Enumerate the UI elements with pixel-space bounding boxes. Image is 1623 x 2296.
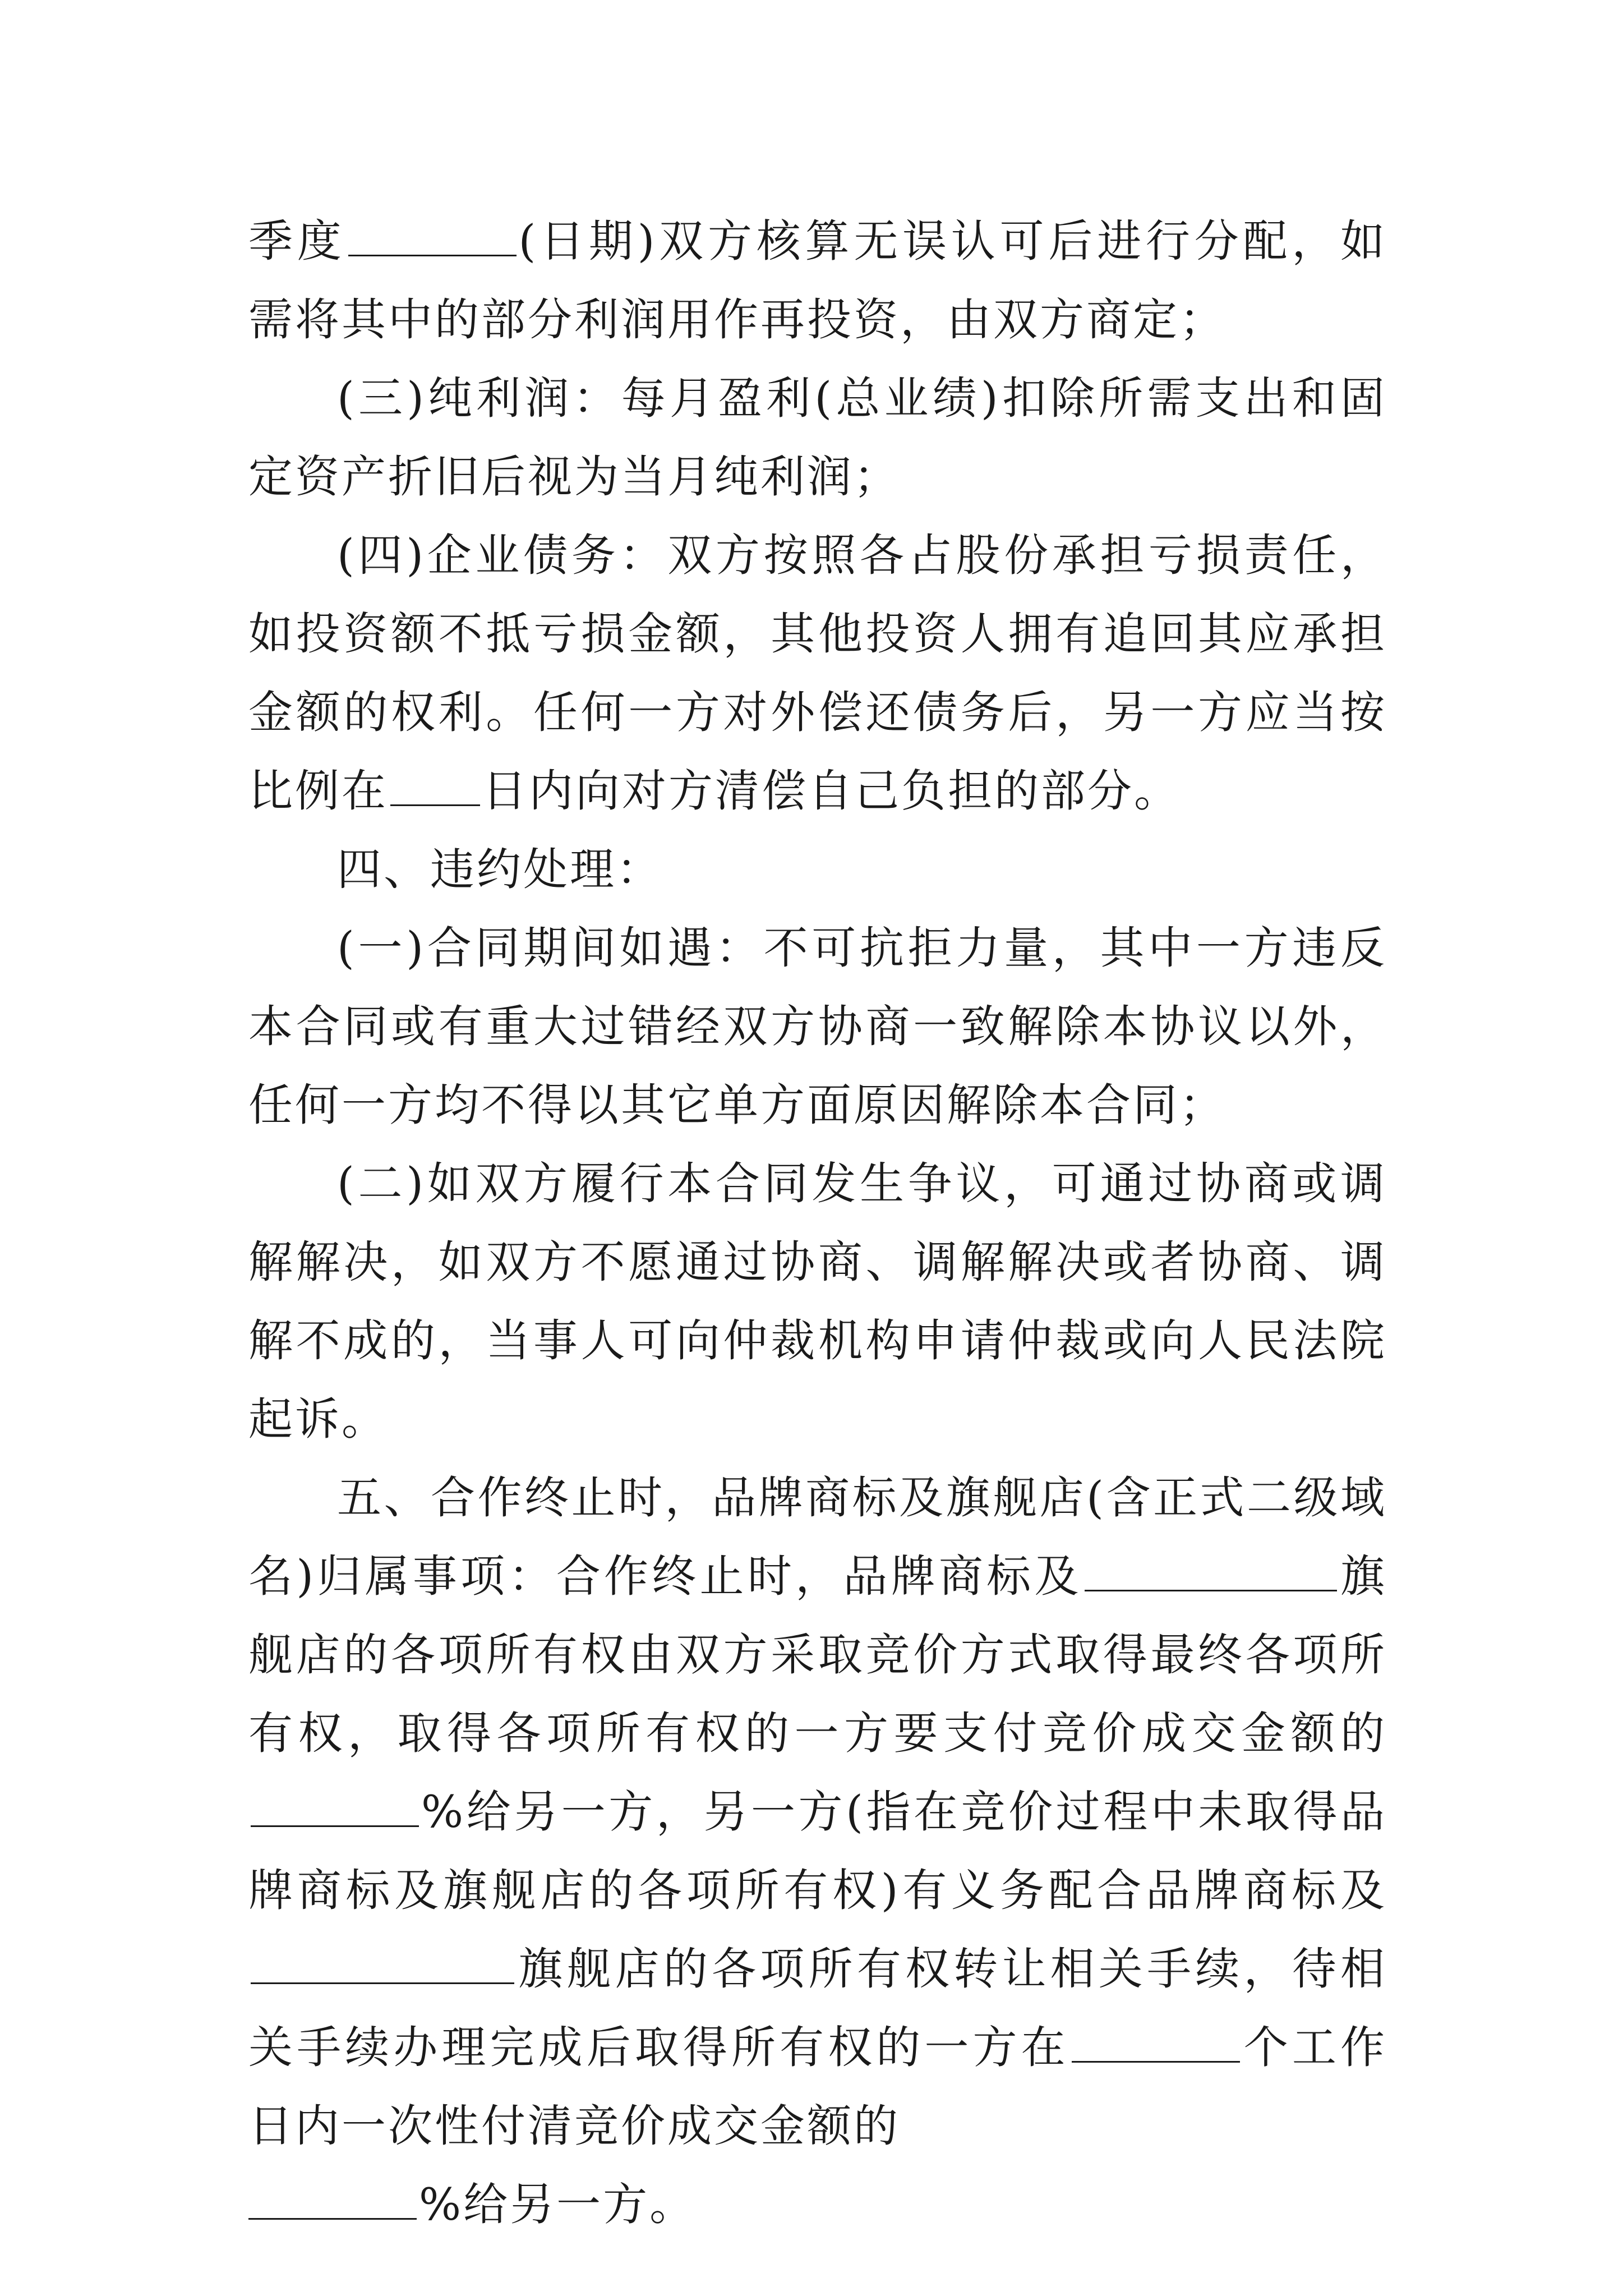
text-segment: %给另一方，另一方(指在竞价过程中未取得品牌商标及旗舰店的各项所有权)有义务配合品牌商标及 [248,1786,1387,1916]
paragraph-dispute [248,1144,1387,1458]
text-segment: (四)企业债务：双方按照各占股份承担亏损责任，如投资额不抵亏损金额，其他投资人拥有追回其应承担金额的权利。任何一方对外偿还债务后，另一方应当按比例在 [248,530,1387,817]
paragraph-profit-distribution [248,202,1387,359]
text-segment: 四、违约处理： [337,844,663,895]
blank-field-store-name [251,1938,514,1984]
text-segment: 个工作日内一次性付清竞价成交金额的 [248,2022,1387,2152]
blank-field-days [390,760,480,806]
text-segment: (日期)双方核算无误认可后进行分配，如需将其中的部分利润用作再投资，由双方商定； [248,215,1387,346]
text-segment: 旗舰店的各项所有权由双方采取竞价方式取得最终各项所有权，取得各项所有权的一方要支付竞价成交金额的 [248,1550,1387,1759]
paragraph-termination [248,1458,1387,2244]
blank-field-workdays [1072,2016,1240,2063]
blank-field-percent [248,2173,417,2220]
text-segment: 季度 [248,215,346,267]
blank-field-date [348,210,517,256]
paragraph-net-profit [248,359,1387,516]
section-heading-breach [248,830,1387,909]
paragraph-enterprise-debt [248,516,1387,830]
text-segment: (一)合同期间如遇：不可抗拒力量，其中一方违反本合同或有重大过错经双方协商一致解除本协议以外，任何一方均不得以其它单方面原因解除本合同； [248,922,1387,1131]
text-segment: %给另一方。 [419,2179,697,2230]
text-segment: 五、合作终止时，品牌商标及旗舰店(含正式二级域名)归属事项：合作终止时，品牌商标及 [248,1472,1387,1602]
blank-field-percent [251,1780,419,1827]
text-segment: (二)如双方履行本合同发生争议，可通过协商或调解解决，如双方不愿通过协商、调解解决或者协商、调解不成的，当事人可向仲裁机构申请仲裁或向人民法院起诉。 [248,1158,1387,1445]
document-body [248,202,1387,2244]
text-segment: 旗舰店的各项所有权转让相关手续，待相关手续办理完成后取得所有权的一方在 [248,1943,1387,2073]
blank-field-store-name [1085,1545,1337,1591]
text-segment: 日内向对方清偿自己负担的部分。 [482,765,1181,817]
paragraph-force-majeure [248,909,1387,1144]
text-segment: (三)纯利润：每月盈利(总业绩)扣除所需支出和固定资产折旧后视为当月纯利润； [248,372,1387,503]
